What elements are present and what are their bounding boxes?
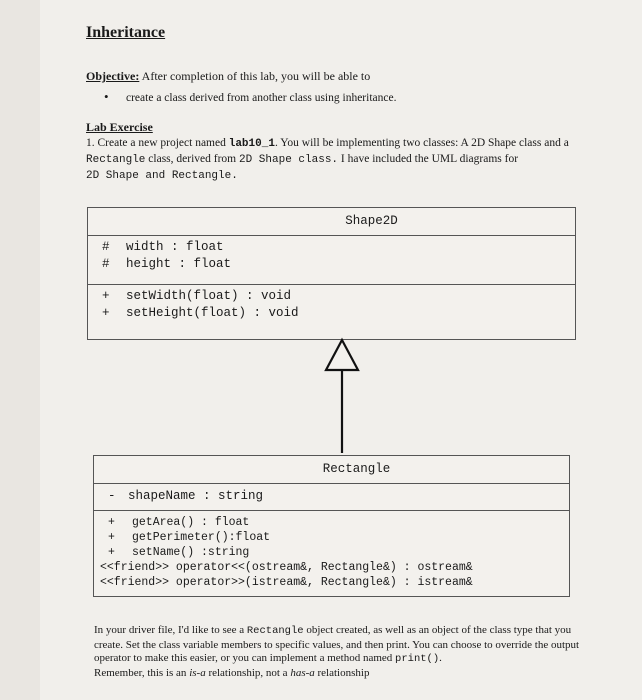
visibility-marker: + (102, 306, 110, 320)
visibility-marker: + (102, 289, 110, 303)
lab-text-5: 2D Shape and Rectangle. (86, 170, 238, 182)
shape2d-method-row (88, 305, 575, 322)
bullet-icon: • (104, 89, 109, 104)
lab-exercise-heading: Lab Exercise (86, 120, 153, 134)
objective-bullet (104, 89, 396, 105)
driver-print-code: print() (395, 653, 440, 665)
attr-text: height : float (126, 257, 232, 271)
objective-label: Objective: (86, 69, 140, 83)
driver-paragraph (94, 624, 594, 680)
attr-text: width : float (126, 240, 224, 254)
driver-text-6: relationship (314, 666, 370, 679)
visibility-marker: # (102, 240, 110, 254)
shape2d-class-name: Shape2D (345, 214, 398, 228)
rectangle-attributes (94, 483, 569, 510)
method-text: setWidth(float) : void (126, 289, 292, 303)
visibility-marker: + (108, 546, 115, 559)
lab-project-name: lab10_1 (228, 138, 275, 150)
driver-text-5: relationship, not a (205, 666, 291, 679)
rectangle-uml-box (93, 455, 570, 597)
shape2d-methods (88, 284, 575, 339)
visibility-marker: # (102, 257, 110, 271)
method-text: setHeight(float) : void (126, 306, 299, 320)
lab-rectangle-code: Rectangle (86, 154, 146, 166)
rectangle-methods (94, 510, 569, 597)
method-text: <<friend>> operator>>(istream&, Rectangle&) : istream& (100, 576, 473, 589)
inheritance-arrow-icon (322, 337, 362, 455)
visibility-marker: - (108, 489, 116, 503)
driver-hasa: has-a (290, 666, 315, 679)
objective-bullet-text: create a class derived from another class using inheritance. (126, 92, 397, 104)
method-text: getPerimeter():float (132, 531, 271, 544)
method-text: <<friend>> operator<<(ostream&, Rectangle&) : ostream& (100, 561, 473, 574)
shape2d-attr-row (88, 239, 575, 256)
objective-text: After completion of this lab, you will be able to (139, 69, 371, 83)
objective-line (86, 69, 370, 84)
rectangle-method-row (94, 515, 569, 530)
shape2d-uml-box (87, 207, 576, 340)
attr-text: shapeName : string (128, 489, 264, 503)
driver-text-3: . (439, 652, 442, 664)
lab-shape-code: 2D Shape class. (239, 154, 339, 166)
method-text: setName() :string (132, 546, 250, 559)
driver-text-2: object created, as well as an object of the class type that you create. Set the class variable members to specific values, and then print. You can choose to override the output operator to make this easier, or you can implement a method named (94, 624, 580, 664)
rectangle-method-row (94, 530, 569, 545)
rectangle-class-name: Rectangle (322, 462, 391, 476)
lab-text-1: 1. Create a new project named (86, 137, 229, 149)
driver-text-4: Remember, this is an (94, 666, 190, 679)
page-title: Inheritance (86, 24, 166, 41)
method-text: getArea() : float (132, 516, 250, 529)
rectangle-friend-row (94, 560, 569, 575)
shape2d-attr-row (88, 256, 575, 273)
driver-text-1: In your driver file, I'd like to see a (94, 624, 247, 636)
visibility-marker: + (108, 531, 115, 544)
lab-exercise-paragraph (86, 136, 626, 184)
visibility-marker: + (108, 516, 115, 529)
shape2d-attributes (88, 235, 575, 284)
rectangle-attr-row (94, 488, 569, 505)
lab-text-3: class, derived from (145, 153, 239, 165)
shape2d-method-row (88, 288, 575, 305)
rectangle-friend-row (94, 575, 569, 590)
driver-rectangle-code: Rectangle (246, 625, 304, 637)
lab-text-4: I have included the UML diagrams for (338, 153, 519, 165)
driver-isa: is-a (189, 666, 206, 679)
rectangle-method-row (94, 545, 569, 560)
lab-text-2: . You will be implementing two classes: A 2D Shape class and a (274, 137, 569, 149)
